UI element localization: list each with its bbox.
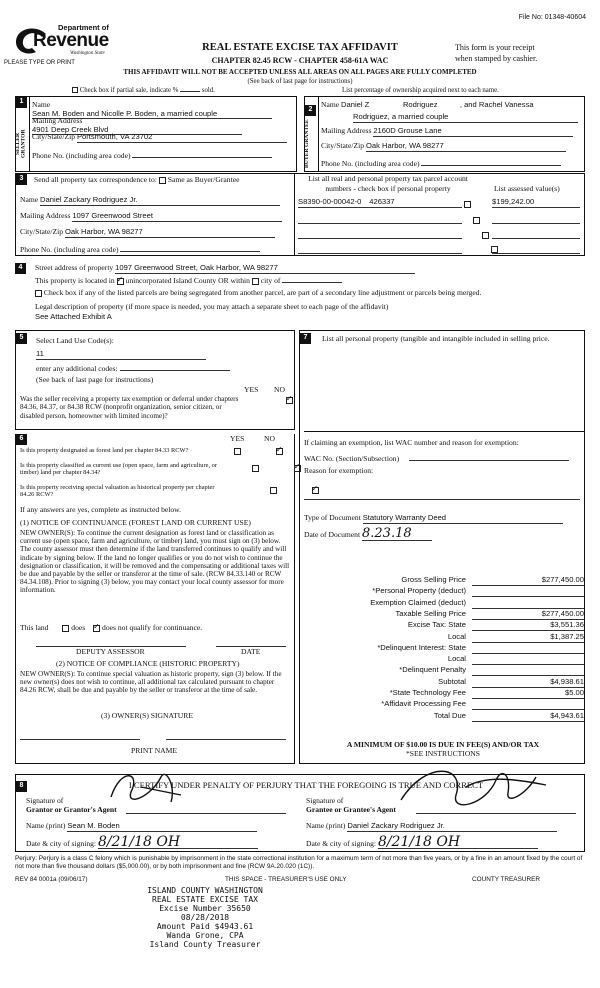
same-as-buyer-label: Same as Buyer/Grantee [167, 175, 240, 184]
partial-sold-label: sold. [201, 87, 215, 94]
corr-name-label: Name [20, 195, 39, 204]
receipt-line-1: This form is your receipt [455, 43, 535, 52]
logo-dept: Department of [58, 23, 109, 32]
property-section [15, 263, 585, 325]
personal-property-checkbox-3[interactable] [482, 232, 489, 239]
compliance-body: NEW OWNER(S): To continue special valuation as historic property, sign (3) below. If the new owner(s) does not wish to continue, all additional tax calculated pursuant to chapter 84.26 RCW, shall be due and payable by the seller or transferor at the time of sale. [20, 670, 282, 695]
correspondence-label: Send all property tax correspondence to: [34, 175, 157, 184]
calc-row-label: Exemption Claimed (deduct) [370, 597, 466, 607]
dor-logo [8, 20, 118, 64]
section-number-2: 2 [305, 105, 316, 116]
street-row [35, 264, 415, 274]
calc-row [320, 621, 584, 632]
calc-row-value[interactable]: $277,450.00 [472, 610, 584, 620]
parcel-row-1[interactable] [298, 198, 462, 208]
logo-state: Washington State [70, 51, 105, 56]
ownership-note: List percentage of ownership acquired next to each name. [342, 87, 499, 94]
continuance-body: NEW OWNER(S): To continue the current designation as forest land or classification as current use (open space, farm and agriculture, or timber) land, you must sign on (3) below. The county assessor must then determine if the land transferred continues to qualify and will indicate by signing below. If the land no longer qualifies or you do not wish to continue the designation or classification, it will be removed and the compensating or additional taxes will be due and payable by the seller or transferor at the time of sale. (RCW 84.33.140 or RCW 84.34.108). Prior to signing (3) below, you may contact your local county assessor for more information. [20, 529, 290, 595]
form-chapter: CHAPTER 82.45 RCW - CHAPTER 458-61A WAC [211, 56, 389, 65]
print-name-label: PRINT NAME [131, 746, 178, 755]
grantee-signature-scribble [396, 765, 556, 820]
stamp-line-1: ISLAND COUNTY WASHINGTON [147, 886, 263, 895]
grantor-agent-label: Grantor or Grantor's Agent [26, 805, 117, 814]
unincorporated-label: unincorporated Island County OR within [125, 276, 250, 285]
grantee-name-row [306, 822, 557, 832]
land-use-section [15, 330, 295, 430]
seller-section [15, 96, 297, 172]
seller-phone-field[interactable] [132, 149, 272, 158]
partial-checkbox[interactable] [72, 87, 78, 93]
assessed-value-2[interactable] [492, 214, 580, 224]
buyer-phone-label: Phone No. (including area code) [321, 159, 420, 168]
assessed-value-1[interactable]: $199,242.00 [492, 198, 580, 208]
corr-name-field[interactable]: Daniel Zackary Rodriguez Jr. [40, 196, 280, 206]
grantor-name-label: Name (print) [26, 821, 66, 830]
forest-no-checkbox[interactable] [276, 448, 283, 455]
buyer-name-row [321, 101, 580, 110]
stamp-line-7: Island County Treasurer [149, 939, 261, 949]
does-label: does [71, 623, 86, 632]
correspondence-header [34, 176, 239, 185]
grantor-date-field[interactable]: 8/21/18 OH [98, 837, 258, 849]
calc-row-label: Gross Selling Price [401, 575, 466, 584]
buyer-phone-row [321, 157, 580, 169]
wac-row [304, 453, 569, 464]
grantor-sig-of: Signature of [26, 796, 64, 805]
grantee-name-label: Name (print) [306, 821, 346, 830]
parcel-account-1: 426337 [369, 197, 395, 206]
segregation-checkbox[interactable] [35, 290, 42, 297]
seller-address-label: Mailing Address [32, 116, 83, 125]
this-land-label: This land [20, 623, 49, 632]
parcel-number-1: S8390-00-00042-0 [298, 197, 362, 206]
corr-address-field[interactable]: 1097 Greenwood Street [72, 212, 282, 222]
land-use-code[interactable]: 11 [36, 350, 206, 360]
assessed-value-4[interactable] [492, 244, 580, 254]
calc-row [320, 587, 584, 598]
additional-codes-row [36, 363, 230, 374]
section-number-7: 7 [300, 333, 311, 344]
buyer-section [304, 96, 585, 172]
buyer-name-part1[interactable]: Daniel Z [341, 100, 370, 109]
stamp-line-5: Amount Paid $4943.61 [156, 921, 254, 931]
does-not-label: does not qualify for continuance. [102, 623, 203, 632]
section-number-1: 1 [16, 97, 27, 108]
does-checkbox[interactable] [62, 625, 69, 632]
unincorporated-checkbox[interactable] [117, 278, 124, 285]
personal-property-checkbox-2[interactable] [473, 217, 480, 224]
calc-row-label: Excise Tax: State [407, 620, 466, 630]
additional-codes-field[interactable] [120, 363, 230, 371]
s5-no-header: NO [274, 385, 285, 394]
calc-row-value[interactable] [472, 644, 584, 654]
current-use-yes-checkbox[interactable] [252, 465, 259, 472]
corr-city-label: City/State/Zip [20, 227, 64, 236]
calc-row [320, 666, 584, 677]
certification-section [15, 774, 585, 852]
calc-row-value[interactable] [472, 599, 584, 609]
calc-row-value[interactable]: $5.00 [472, 689, 584, 699]
buyer-address-label: Mailing Address [321, 126, 372, 135]
buyer-side-label: BUYER GRANTEE [304, 119, 310, 169]
seller-city-field[interactable]: Portsmouth, VA 23702 [77, 133, 287, 143]
form-revision: REV 84 0001a (09/06/17) [15, 876, 88, 883]
additional-codes-label: enter any additional codes: [36, 364, 118, 373]
stamp-line-2: REAL ESTATE EXCISE TAX [152, 894, 258, 904]
certify-text: I CERTIFY UNDER PENALTY OF PERJURY THAT THE FOREGOING IS TRUE AND CORRECT [128, 780, 484, 790]
assessor-date-label: DATE [241, 647, 261, 656]
parcel-header-1: List all real and personal property tax parcel account [308, 174, 468, 183]
current-use-question: Is this property classified as current use (open space, farm and agriculture, or timber) land per chapter 84.34? [20, 462, 217, 477]
owner-sign-line-1[interactable] [20, 739, 140, 740]
calc-row-label: *Delinquent Penalty [399, 665, 466, 675]
warning-text: THIS AFFIDAVIT WILL NOT BE ACCEPTED UNLESS ALL AREAS ON ALL PAGES ARE FULLY COMPLETED [123, 68, 477, 76]
location-label: This property is located in [35, 276, 115, 285]
calc-row-value[interactable]: $1,387.25 [472, 633, 584, 643]
grantee-agent-label: Grantee or Grantee's Agent [306, 805, 396, 814]
perjury-note: Perjury: Perjury is a class C felony which is punishable by imprisonment in the state correctional institution for a maximum term of not more than five years, or by a fine in an amount fixed by the court of not more than five thousand dollars ($5,000.00), or by both imprisonment and fine (RCW 9A.20.020 (1C)). [15, 855, 583, 870]
see-instructions-note: *SEE INSTRUCTIONS [405, 749, 481, 758]
calc-row-label: *Affidavit Processing Fee [381, 699, 466, 709]
partial-sale-label: Check box if partial sale, indicate % [79, 87, 179, 94]
corr-address-row [20, 212, 290, 222]
calc-row-value[interactable] [472, 700, 584, 710]
buyer-city-row [321, 142, 580, 152]
stamp-line-3: Excise Number 35650 [159, 903, 251, 913]
exemption-question: Was the seller receiving a property tax exemption or deferral under chapters 84.36, 84.37, or 84.38 RCW (nonprofit organization, senior citizen, or disabled person, homeowner with limited income)? [20, 395, 239, 420]
continuance-heading: (1) NOTICE OF CONTINUANCE (FOREST LAND OR CURRENT USE) [20, 518, 251, 527]
calc-row [320, 700, 584, 711]
calc-row-value[interactable]: $277,450.00 [472, 576, 584, 586]
personal-property-text: List all personal property (tangible and intangible included in selling price. [322, 334, 550, 343]
section-number-4: 4 [15, 263, 26, 274]
same-as-buyer-checkbox[interactable] [159, 177, 166, 184]
minimum-due-note: A MINIMUM OF $10.00 IS DUE IN FEE(S) AND/OR TAX [346, 740, 540, 749]
grantee-name-field[interactable]: Daniel Zackary Rodriguez Jr. [347, 822, 557, 832]
grantor-name-field[interactable]: Sean M. Boden [67, 822, 257, 832]
s6-no-header: NO [264, 434, 275, 443]
buyer-phone-field[interactable] [421, 157, 561, 166]
section-number-8: 8 [16, 781, 27, 792]
calc-row-label: *Delinquent Interest: State [377, 642, 466, 652]
personal-property-section [299, 330, 585, 764]
buyer-name-line2[interactable]: Rodriguez, a married couple [353, 113, 578, 123]
corr-phone-label: Phone No. (including area code) [20, 245, 119, 254]
s5-yes-header: YES [244, 385, 259, 394]
calc-row-value[interactable]: $4,943.61 [472, 712, 584, 722]
doc-date-field[interactable]: 8.23.18 [362, 528, 432, 541]
forest-question: Is this property designated as forest land per chapter 84.33 RCW? [20, 447, 189, 454]
seller-phone-row [32, 149, 292, 161]
wac-label: WAC No. (Section/Subsection) [304, 454, 400, 463]
wac-field[interactable] [409, 453, 569, 461]
corr-phone-row [20, 243, 290, 255]
buyer-name-label: Name [321, 100, 340, 109]
doc-type-label: Type of Document [304, 513, 361, 522]
seller-name-label: Name [32, 100, 51, 109]
parcel-row-4[interactable] [298, 244, 462, 254]
grantor-date-row [26, 834, 258, 850]
city-field[interactable] [282, 282, 342, 283]
compliance-heading: (2) NOTICE OF COMPLIANCE (HISTORIC PROPERTY) [56, 659, 240, 668]
forest-yes-checkbox[interactable] [234, 448, 241, 455]
legal-description-label: Legal description of property (if more space is needed, you may attach a separate sheet to each page of the affidavit) [35, 302, 389, 311]
seller-name-field[interactable]: Sean M. Boden and Nicolle P. Boden, a married couple [32, 110, 272, 120]
location-row [35, 277, 342, 286]
historic-question: Is this property receiving special valuation as historical property per chapter 84.26 RCW? [20, 484, 215, 499]
owner-signature-label: (3) OWNER(S) SIGNATURE [101, 711, 193, 720]
exempt-yes-placeholder [248, 397, 255, 404]
segregation-row [35, 289, 482, 298]
corr-city-field[interactable]: Oak Harbor, WA 98277 [65, 228, 275, 238]
calc-row-label: Total Due [433, 710, 466, 720]
legal-description-value[interactable]: See Attached Exhibit A [35, 312, 112, 321]
calc-row-label: Local [447, 654, 466, 664]
calc-row-label: Subtotal [438, 676, 466, 686]
parcel-row-3[interactable] [298, 229, 462, 239]
stamp-line-6: Wanda Grone, CPA [166, 930, 244, 940]
personal-property-checkbox-1[interactable] [464, 201, 471, 208]
parcel-header-2: numbers - check box if personal property [325, 184, 451, 193]
street-field[interactable]: 1097 Greenwood Street, Oak Harbor, WA 98277 [115, 264, 415, 274]
if-yes-note: If any answers are yes, complete as instructed below. [20, 505, 182, 514]
grantor-signature-scribble [101, 767, 191, 817]
grantee-date-row [306, 834, 538, 850]
historic-yes-checkbox[interactable] [270, 487, 277, 494]
owner-sign-line-2[interactable] [166, 739, 286, 740]
deputy-assessor-label: DEPUTY ASSESSOR [76, 647, 145, 656]
reason-field[interactable] [304, 499, 580, 500]
calc-row-label: Local [447, 631, 466, 641]
buyer-city-label: City/State/Zip [321, 141, 365, 150]
form-title: REAL ESTATE EXCISE TAX AFFIDAVIT [202, 42, 398, 53]
receipt-line-2: when stamped by cashier. [455, 54, 538, 63]
corr-address-label: Mailing Address [20, 211, 71, 220]
special-valuation-section [15, 434, 295, 764]
doc-type-row [304, 514, 563, 524]
calc-row [320, 633, 584, 644]
corr-phone-field[interactable] [120, 243, 260, 252]
s6-yes-header: YES [230, 434, 245, 443]
corr-name-row [20, 196, 290, 206]
treasurer-use-label: THIS SPACE - TREASURER'S USE ONLY [225, 876, 347, 883]
does-not-checkbox[interactable] [93, 625, 100, 632]
qualify-row [20, 624, 202, 633]
street-label: Street address of property [35, 263, 114, 272]
seller-side-label: SELLER GRANTOR [15, 129, 27, 159]
city-checkbox[interactable] [252, 278, 259, 285]
calc-row-value[interactable] [472, 655, 584, 665]
section-number-6: 6 [16, 434, 27, 445]
corr-city-row [20, 228, 290, 238]
please-type: PLEASE TYPE OR PRINT [4, 60, 75, 66]
partial-percent-field[interactable] [180, 91, 200, 92]
land-use-label: Select Land Use Code(s): [36, 336, 114, 345]
grantee-sig-of: Signature of [306, 796, 344, 805]
buyer-name-part2[interactable]: Rodriguez [402, 100, 438, 109]
calc-row-value[interactable]: $4,938.61 [472, 678, 584, 688]
grantee-date-field[interactable]: 8/21/18 OH [378, 837, 538, 849]
see-back-text: (See back of last page for instructions) [247, 78, 353, 85]
calc-row-value[interactable] [472, 587, 584, 597]
seller-address-field[interactable]: 4901 Deep Creek Blvd [32, 126, 242, 136]
correspondence-section [15, 173, 585, 256]
calc-row [320, 599, 584, 610]
assessed-value-3[interactable] [492, 229, 580, 239]
doc-date-row [304, 528, 432, 541]
exemption-label: If claiming an exemption, list WAC number and reason for exemption: [304, 438, 519, 447]
partial-sale-line [72, 87, 215, 95]
seller-city-label: City/State/Zip [32, 132, 76, 141]
section-number-5: 5 [16, 333, 27, 344]
assessed-header: List assessed value(s) [494, 184, 560, 193]
city-label: city of [260, 276, 281, 285]
seller-city-row [32, 133, 292, 143]
exempt-no-checkbox[interactable] [286, 397, 293, 404]
doc-date-label: Date of Document [304, 530, 361, 539]
grantor-name-row [26, 822, 257, 832]
buyer-address-field[interactable]: 2160D Grouse Lane [373, 127, 573, 137]
calc-row-value[interactable]: $3,551.36 [472, 621, 584, 631]
reason-label: Reason for exemption: [304, 466, 374, 475]
stamp-line-4: 08/28/2018 [180, 912, 230, 922]
logo-name: Revenue [33, 30, 109, 51]
section-number-3: 3 [16, 174, 27, 185]
calc-row [320, 712, 584, 723]
buyer-address-row [321, 127, 580, 137]
grantor-date-label: Date & city of signing: [26, 839, 97, 848]
land-see-back: (See back of last page for instructions) [36, 375, 154, 384]
treasurer-stamp [130, 887, 280, 950]
calc-row-value[interactable] [472, 666, 584, 676]
calc-row-label: *Personal Property (deduct) [372, 586, 466, 596]
parcel-row-2[interactable] [298, 214, 462, 224]
segregation-label: Check box if any of the listed parcels are being segregated from another parcel, are part of a secondary line adjustment or parcels being merged. [43, 288, 482, 297]
buyer-name-part3[interactable]: , and Rachel Vanessa [459, 100, 534, 109]
grantee-date-label: Date & city of signing: [306, 839, 377, 848]
buyer-city-field[interactable]: Oak Harbor, WA 98277 [366, 142, 566, 152]
calc-row-label: *State Technology Fee [389, 688, 466, 697]
seller-phone-label: Phone No. (including area code) [32, 151, 131, 160]
doc-type-field[interactable]: Statutory Warranty Deed [363, 514, 563, 524]
calc-row-label: Taxable Selling Price [395, 608, 466, 618]
county-treasurer-label: COUNTY TREASURER [472, 876, 540, 883]
file-number: File No: 01348-40604 [518, 14, 586, 21]
